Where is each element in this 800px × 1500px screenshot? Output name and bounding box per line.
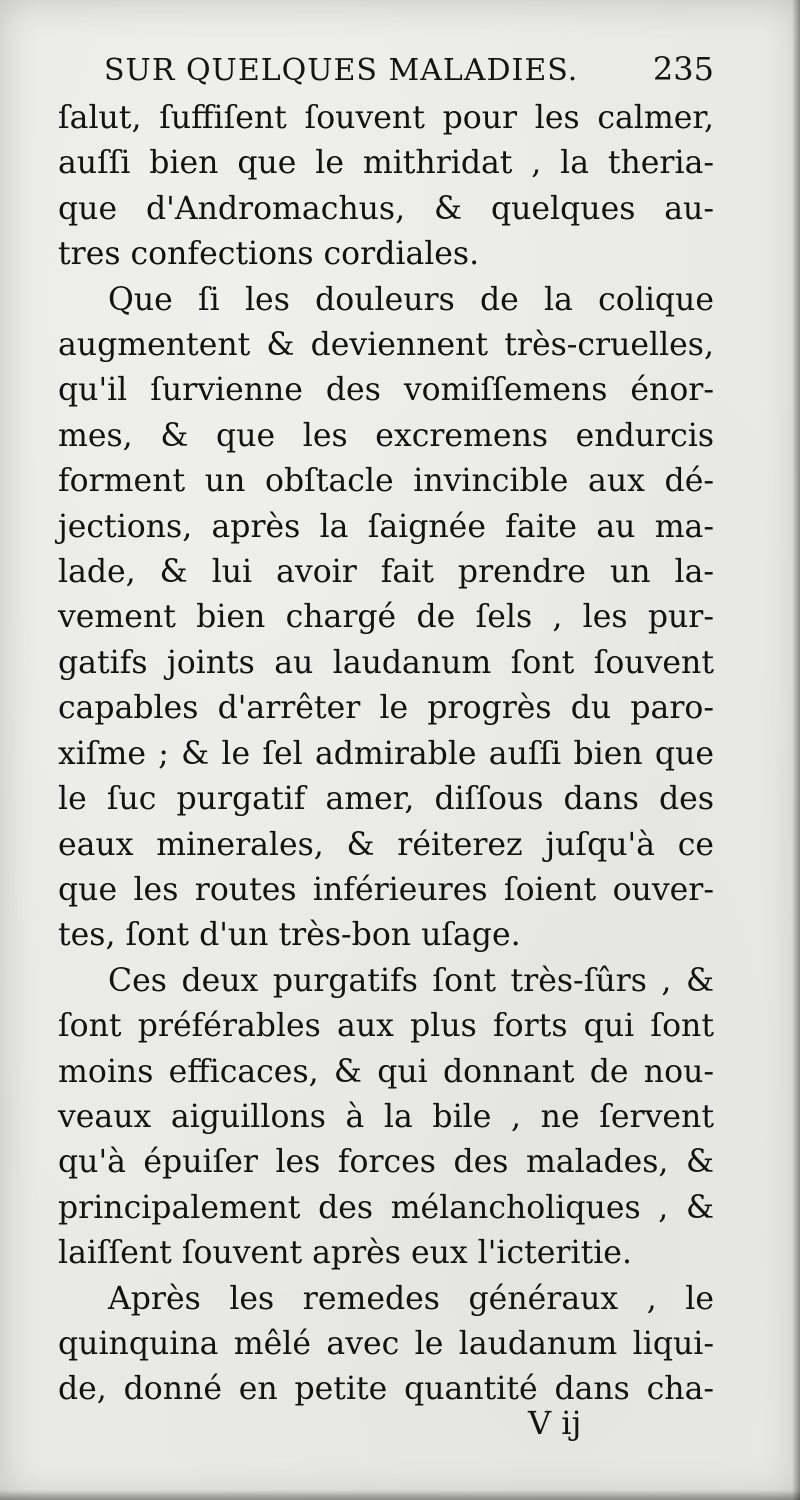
text-line: veaux aiguillons à la bile , ne ſervent xyxy=(58,1098,714,1135)
page-number: 235 xyxy=(652,50,714,88)
text-line: de, donné en petite quantité dans cha- xyxy=(58,1371,714,1408)
text-line: qu'il ſurvienne des vomiſſemens énor- xyxy=(58,372,714,409)
text-line: jections, après la ſaignée faite au ma- xyxy=(58,508,714,545)
text-line: gatifs joints au laudanum ſont ſouvent xyxy=(58,644,714,681)
text-line: qu'à épuiſer les forces des malades, & xyxy=(58,1144,714,1181)
text-line: vement bien chargé de ſels , les pur- xyxy=(58,599,714,636)
text-line: le ſuc purgatif amer, diſſous dans des xyxy=(58,781,714,818)
paragraph-3 xyxy=(58,959,714,1277)
text-line: laiſſent ſouvent après eux l'icteritie. xyxy=(58,1235,632,1272)
text-line: tes, ſont d'un très-bon uſage. xyxy=(58,917,521,954)
page-header xyxy=(104,50,714,98)
text-line: Ces deux purgatifs ſont très-ſûrs , & xyxy=(108,962,714,999)
text-line: moins efficaces, & qui donnant de nou- xyxy=(58,1053,714,1090)
text-line: mes, & que les excremens endurcis xyxy=(58,417,714,454)
text-line: Que ſi les douleurs de la colique xyxy=(108,281,714,318)
page-edge-shadow xyxy=(792,0,800,1500)
signature-mark: V ij xyxy=(528,1404,582,1442)
text-line: forment un obſtacle invincible aux dé- xyxy=(58,463,714,500)
text-line: xiſme ; & le ſel admirable auſſi bien que xyxy=(58,735,714,772)
text-line: auſſi bien que le mithridat , la theria- xyxy=(58,145,714,182)
text-line: capables d'arrêter le progrès du paro- xyxy=(58,690,714,727)
paragraph-2 xyxy=(58,278,714,959)
text-line: que les routes inférieures ſoient ouver- xyxy=(58,871,714,908)
body-text xyxy=(58,96,714,1413)
text-line: ſalut, ſuffiſent ſouvent pour les calmer, xyxy=(58,100,714,136)
text-line: ſont préférables aux plus forts qui ſont xyxy=(58,1008,714,1045)
paragraph-4 xyxy=(58,1277,714,1413)
paragraph-1 xyxy=(58,96,714,278)
text-line: principalement des mélancholiques , & xyxy=(58,1189,714,1226)
running-title: SUR QUELQUES MALADIES. xyxy=(104,53,579,88)
text-line: lade, & lui avoir fait prendre un la- xyxy=(58,554,714,591)
text-line: quinquina mêlé avec le laudanum liqui- xyxy=(58,1325,714,1362)
text-line: augmentent & deviennent très-cruelles, xyxy=(58,327,714,364)
text-line: Après les remedes généraux , le xyxy=(108,1280,714,1317)
text-line: tres confections cordiales. xyxy=(58,236,480,273)
text-line: eaux minerales, & réiterez juſqu'à ce xyxy=(58,826,714,863)
page-bottom-shadow xyxy=(0,1490,800,1500)
text-line: que d'Andromachus, & quelques au- xyxy=(58,190,714,227)
